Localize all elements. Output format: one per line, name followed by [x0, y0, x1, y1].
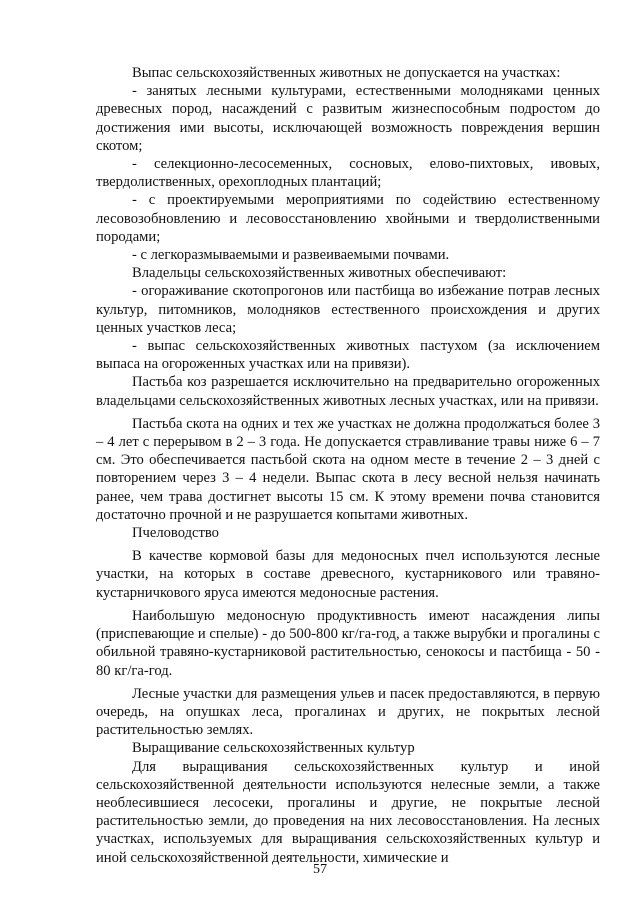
crop-growing-heading: Выращивание сельскохозяйственных культур: [132, 740, 415, 757]
obligation-item-fencing: - огораживание скотопрогонов или пастбища во избежание потрав лесных культур, питомников, молодняков естественного происхождения и других ценных участков леса;: [96, 283, 600, 336]
restriction-item-forest-crops: - занятых лесными культурами, естественными молодняками ценных древесных пород, насаждений с развитым жизнеспособным подростом до достижения ими высоты, исключающей возможность повреждения вершин скотом;: [96, 83, 600, 154]
goat-grazing-paragraph: Пастьба коз разрешается исключительно на предварительно огороженных владельцами сельскохозяйственных животных лесных участках, или на привязи.: [96, 374, 600, 409]
owners-obligations-intro: Владельцы сельскохозяйственных животных обеспечивают:: [132, 265, 507, 282]
document-page: [96, 64, 600, 867]
restriction-item-reforestation: - с проектируемыми мероприятиями по содействию естественному лесовозобновлению и лесовосстановлению хвойными и твердолиственными породами;: [96, 192, 600, 245]
obligation-item-shepherd: - выпас сельскохозяйственных животных пастухом (за исключением выпаса на огороженных участках или на привязи).: [96, 338, 600, 373]
restriction-item-plantations: - селекционно-лесосеменных, сосновых, елово-пихтовых, ивовых, твердолиственных, орехоплодных плантаций;: [96, 156, 600, 191]
grazing-duration-paragraph: Пастьба скота на одних и тех же участках не должна продолжаться более 3 – 4 лет с перерывом в 2 – 3 года. Не допускается стравливание травы ниже 6 – 7 см. Это обеспечивается пастьбой скота на одном месте в течение 2 – 3 дней с повторением через 3 – 4 недели. Выпас скота в лесу весной нельзя начинать ранее, чем трава достигнет высоты 15 см. К этому времени почва становится достаточно прочной и не разрушается копытами животных.: [96, 415, 600, 523]
honey-productivity-paragraph: Наибольшую медоносную продуктивность имеют насаждения липы (приспевающие и спелые) - до 500-800 кг/га-год, а также вырубки и прогалины с обильной травяно-кустарниковой растительностью, сенокосы и пастбища - 50 - 80 кг/га-год.: [96, 607, 600, 679]
grazing-restriction-intro: Выпас сельскохозяйственных животных не допускается на участках:: [132, 65, 561, 81]
page-number: 57: [313, 862, 327, 877]
beekeeping-heading: Пчеловодство: [132, 525, 219, 542]
restriction-item-soils: - с легкоразмываемыми и развеиваемыми почвами.: [132, 247, 450, 264]
crop-growing-paragraph: Для выращивания сельскохозяйственных культур и иной сельскохозяйственной деятельности используются нелесные земли, а также необлесившиеся лесосеки, прогалины и другие, не покрытые лесной растительностью земли, до проведения на них лесовосстановления. На лесных участках, используемых для выращивания сельскохозяйственных культур и иной сельскохозяйственной деятельности, химические и: [96, 758, 600, 866]
apiary-placement-paragraph: Лесные участки для размещения ульев и пасек предоставляются, в первую очередь, на опушках леса, прогалинах и других, не покрытых лесной растительностью землях.: [96, 685, 600, 739]
bee-forage-paragraph: В качестве кормовой базы для медоносных пчел используются лесные участки, на которых в составе древесного, кустарникового или травяно-кустарничкового яруса имеются медоносные растения.: [96, 548, 600, 601]
